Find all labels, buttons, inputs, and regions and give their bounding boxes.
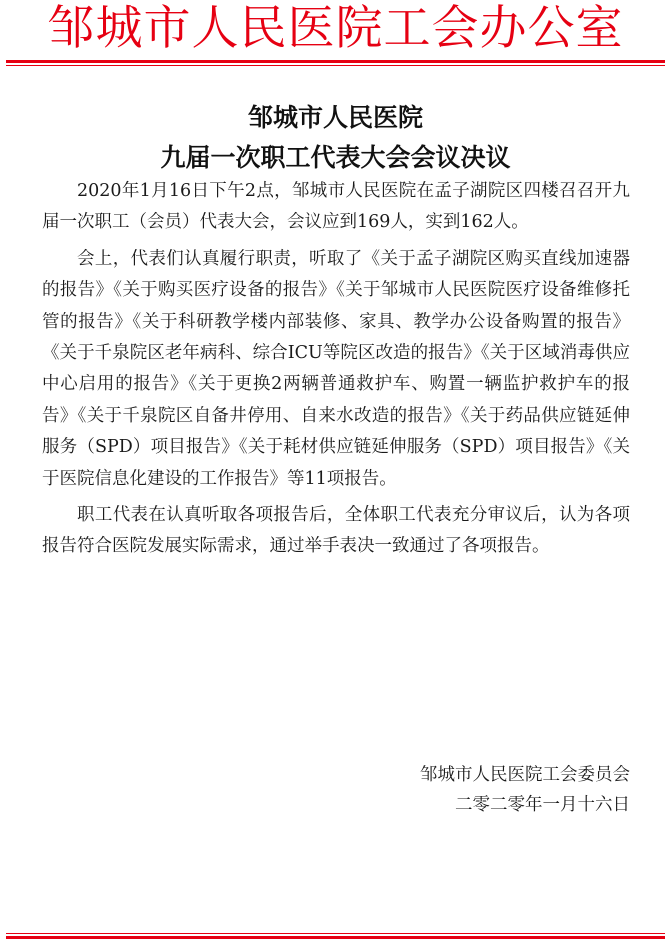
body-paragraph-attendance: 2020年1月16日下午2点，邹城市人民医院在孟子湖院区四楼召召开九届一次职工（会员）代表大会，会议应到169人，实到162人。 <box>42 181 630 233</box>
footer-rule-thin <box>6 933 665 934</box>
letterhead-rule-thick <box>6 60 665 63</box>
signature-organization: 邹城市人民医院工会委员会 <box>420 765 630 785</box>
letterhead-rule-thin <box>6 65 665 66</box>
body-paragraph-reports: 会上，代表们认真履行职责，听取了《关于孟子湖院区购买直线加速器的报告》《关于购买医疗设备的报告》《关于邹城市人民医院医疗设备维修托管的报告》《关于科研教学楼内部装修、家具、教学办公设备购置的报告》《关于千泉院区老年病科、综合ICU等院区改造的报告》《关于区域消毒供应中心启用的报告》《关于更换2两辆普通救护车、购置一辆监护救护车的报告》《关于千泉院区自备井停用、自来水改造的报告》《关于药品供应链延伸服务（SPD）项目报告》《关于耗材供应链延伸服务（SPD）项目报告》《关于医院信息化建设的工作报告》等11项报告。 <box>42 248 630 489</box>
document-title-line-2: 九届一次职工代表大会会议决议 <box>160 143 511 172</box>
document-body <box>42 176 630 568</box>
body-paragraph-resolution: 职工代表在认真听取各项报告后，全体职工代表充分审议后，认为各项报告符合医院发展实际需求，通过举手表决一致通过了各项报告。 <box>42 505 630 557</box>
letterhead-org-name: 邹城市人民医院工会办公室 <box>47 1 624 56</box>
footer-rule-thick <box>6 936 665 939</box>
signature-date: 二零二零年一月十六日 <box>455 795 630 815</box>
document-title-line-1: 邹城市人民医院 <box>247 103 423 132</box>
